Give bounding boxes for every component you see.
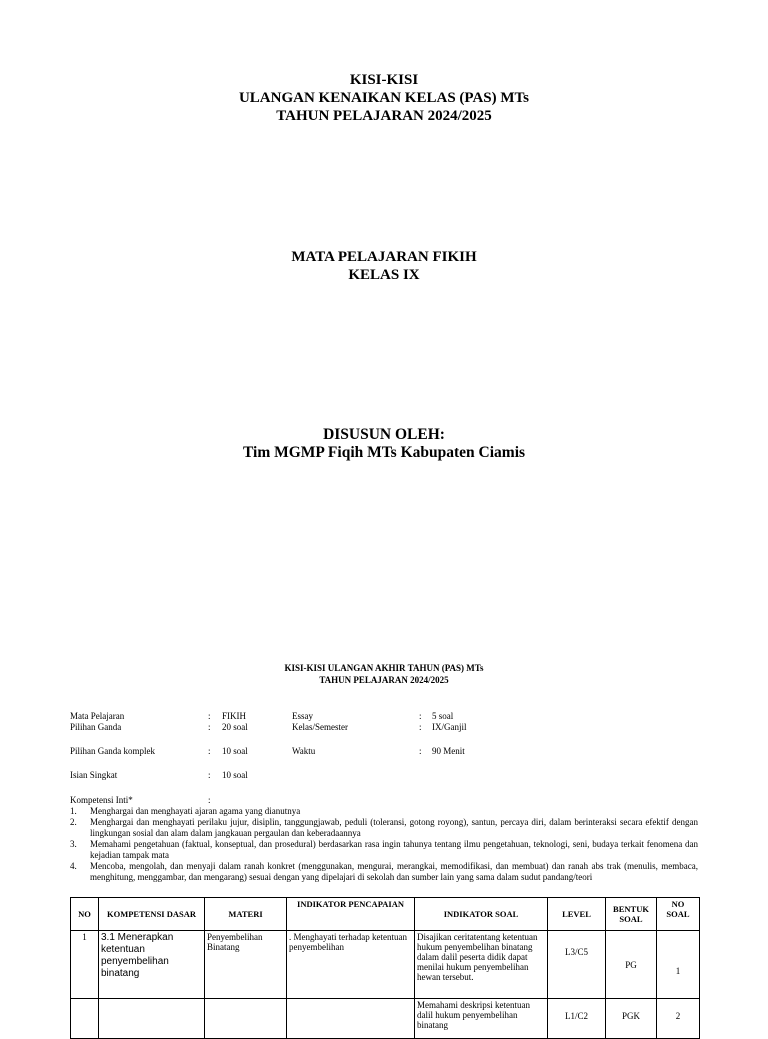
cell-no-soal: 1	[657, 931, 700, 999]
item-number: 2.	[70, 817, 77, 827]
cell-level: L1/C2	[548, 999, 606, 1039]
header-bentuk-soal: BENTUK SOAL	[606, 898, 657, 931]
isian-value: 10 soal	[222, 770, 248, 780]
cell-kompetensi-dasar: 3.1 Menerapkan ketentuan penyembelihan binatang	[99, 931, 205, 999]
waktu-label: Waktu	[292, 746, 316, 756]
pgk-value: 10 soal	[222, 746, 248, 756]
cell-indikator-pencapaian: . Menghayati terhadap ketentuan penyembelihan	[287, 931, 415, 999]
section-title	[0, 662, 768, 686]
author-heading: DISUSUN OLEH:	[323, 426, 445, 443]
cell-no	[71, 999, 99, 1039]
cell-indikator-soal: Memahami deskripsi ketentuan dalil hukum penyembelihan binatang	[415, 999, 548, 1039]
cell-kompetensi-dasar	[99, 999, 205, 1039]
mapel-value: FIKIH	[222, 711, 246, 721]
header-kompetensi-dasar: KOMPETENSI DASAR	[99, 898, 205, 931]
header-indikator-soal: INDIKATOR SOAL	[415, 898, 548, 931]
colon: :	[208, 795, 211, 805]
table-header-row	[71, 898, 700, 931]
cell-level: L3/C5	[548, 931, 606, 999]
item-number: 3.	[70, 839, 77, 849]
colon: :	[419, 711, 422, 721]
cell-materi: Penyembelihan Binatang	[205, 931, 287, 999]
competency-item	[70, 817, 698, 839]
cover-subject	[0, 248, 768, 284]
item-number: 1.	[70, 806, 77, 816]
header-no: NO	[71, 898, 99, 931]
colon: :	[208, 746, 211, 756]
essay-value: 5 soal	[432, 711, 454, 721]
cell-materi	[205, 999, 287, 1039]
waktu-value: 90 Menit	[432, 746, 465, 756]
mapel-label: Mata Pelajaran	[70, 711, 125, 721]
colon: :	[419, 746, 422, 756]
cell-bentuk-soal: PGK	[606, 999, 657, 1039]
pgk-label: Pilihan Ganda komplek	[70, 746, 155, 756]
section-title-line: KISI-KISI ULANGAN AKHIR TAHUN (PAS) MTs	[284, 663, 484, 673]
competency-section	[70, 795, 698, 883]
section-title-line: TAHUN PELAJARAN 2024/2025	[319, 675, 449, 685]
header-no-soal: NO SOAL	[657, 898, 700, 931]
item-text: Menghargai dan menghayati ajaran agama yang dianutnya	[90, 806, 301, 816]
cell-no: 1	[71, 931, 99, 999]
table-row	[71, 931, 700, 999]
item-text: Memahami pengetahuan (faktual, konseptual, dan prosedural) berdasarkan rasa ingin tahunya tentang ilmu pengetahuan, teknologi, seni, budaya terkait fenomena dan kejadian tampak mata	[90, 839, 698, 860]
cover-title-line: KISI-KISI	[349, 72, 419, 88]
item-text: Menghargai dan menghayati perilaku jujur, disiplin, tanggungjawab, peduli (toleransi, gotong royong), santun, percaya diri, dalam berinteraksi secara efektif dengan lingkungan sosial dan alam dalam jangkauan pergaulan dan keberadaannya	[90, 817, 698, 838]
essay-label: Essay	[292, 711, 313, 721]
isian-label: Isian Singkat	[70, 770, 118, 780]
colon: :	[208, 722, 211, 732]
cell-indikator-pencapaian	[287, 999, 415, 1039]
table-row	[71, 999, 700, 1039]
cell-indikator-soal: Disajikan ceritatentang ketentuan hukum penyembelihan binatang dalam dalil peserta didik dapat menilai hukum penyembelihan hewan tersebut.	[415, 931, 548, 999]
cell-bentuk-soal: PG	[606, 931, 657, 999]
cover-author	[0, 426, 768, 462]
cell-no-soal: 2	[657, 999, 700, 1039]
competency-item	[70, 839, 698, 861]
cover-title	[0, 71, 768, 125]
header-indikator-pencapaian: INDIKATOR PENCAPAIAN	[287, 898, 415, 931]
header-level: LEVEL	[548, 898, 606, 931]
kelas-value: IX/Ganjil	[432, 722, 467, 732]
header-materi: MATERI	[205, 898, 287, 931]
author-name: Tim MGMP Fiqih MTs Kabupaten Ciamis	[242, 444, 526, 461]
colon: :	[208, 711, 211, 721]
competency-heading: Kompetensi Inti*	[70, 795, 133, 805]
pg-label: Pilihan Ganda	[70, 722, 122, 732]
colon: :	[208, 770, 211, 780]
cover-title-line: ULANGAN KENAIKAN KELAS (PAS) MTs	[238, 90, 530, 106]
subject-line: MATA PELAJARAN FIKIH	[291, 249, 477, 265]
competency-heading-row	[70, 795, 698, 806]
colon: :	[419, 722, 422, 732]
kisi-table	[70, 897, 700, 1039]
cover-title-line: TAHUN PELAJARAN 2024/2025	[276, 108, 492, 124]
competency-item	[70, 806, 698, 817]
class-line: KELAS IX	[348, 267, 420, 283]
item-text: Mencoba, mengolah, dan menyaji dalam ranah konkret (menggunakan, mengurai, merangkai, memodifikasi, dan membuat) dan ranah abs trak (menulis, membaca, menghitung, menggambar, dan mengarang) sesuai dengan yang dipelajari di sekolah dan sumber lain yang sama dalam sudut pandang/teori	[90, 861, 698, 882]
pg-value: 20 soal	[222, 722, 248, 732]
competency-item	[70, 861, 698, 883]
kelas-label: Kelas/Semester	[292, 722, 348, 732]
item-number: 4.	[70, 861, 77, 871]
